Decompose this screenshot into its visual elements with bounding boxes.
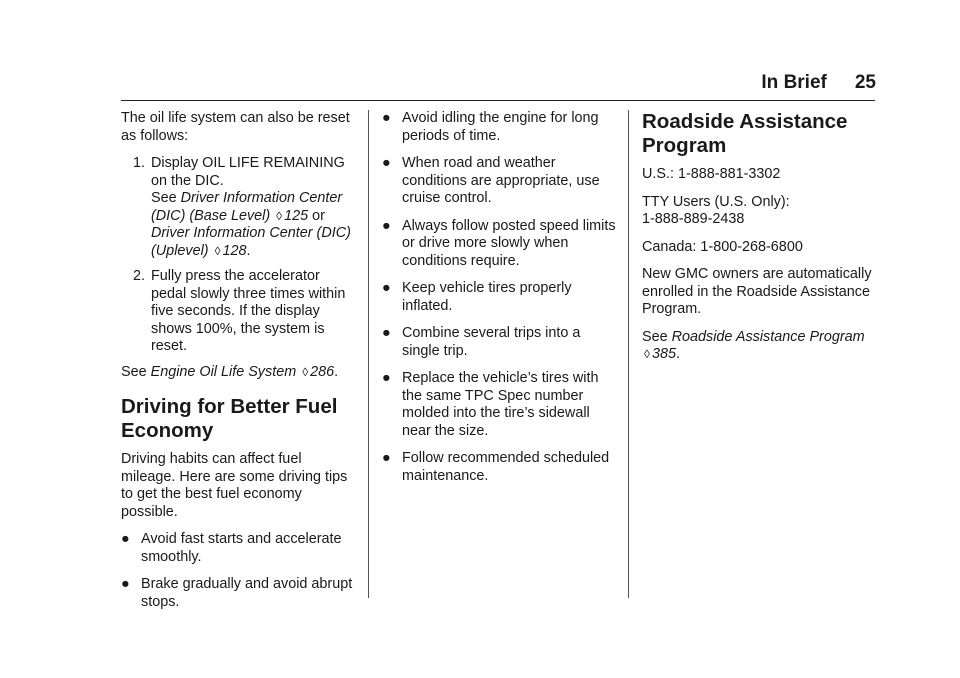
oil-life-intro: The oil life system can also be reset as follows: bbox=[121, 110, 350, 144]
list-item bbox=[382, 218, 617, 271]
period: . bbox=[675, 346, 680, 362]
list-item bbox=[382, 280, 617, 315]
us-phone: U.S.: 1-888-881-3302 bbox=[642, 166, 781, 182]
page-link-286[interactable]: 286 bbox=[310, 363, 335, 380]
roadside-link[interactable]: Roadside Assistance Program bbox=[671, 328, 865, 345]
page-link-385[interactable]: 385 bbox=[651, 346, 676, 362]
bullet-text: Follow recommended scheduled maintenance. bbox=[402, 450, 610, 484]
header-rule bbox=[121, 100, 875, 101]
page-ref-icon: ◊ bbox=[644, 347, 650, 361]
column-divider-2 bbox=[628, 110, 629, 598]
step-2 bbox=[121, 268, 356, 356]
roadside-heading: Roadside Assistance Program bbox=[642, 110, 848, 157]
page-ref-icon: ◊ bbox=[276, 208, 283, 223]
list-item bbox=[382, 110, 617, 145]
bullet-icon: ● bbox=[382, 110, 391, 126]
bullet-icon: ● bbox=[121, 531, 130, 547]
tty-label: TTY Users (U.S. Only): bbox=[642, 193, 790, 210]
page-ref-icon: ◊ bbox=[214, 243, 221, 258]
bullet-icon: ● bbox=[382, 370, 391, 386]
bullet-text: When road and weather conditions are appropriate, use cruise control. bbox=[402, 155, 600, 206]
see-roadside bbox=[642, 329, 877, 364]
step-text bbox=[151, 155, 356, 260]
page-link-125[interactable]: 125 bbox=[284, 207, 309, 224]
bullet-icon: ● bbox=[382, 325, 391, 341]
canada-phone: Canada: 1-800-268-6800 bbox=[642, 238, 803, 255]
list-item bbox=[382, 325, 617, 360]
page-ref-icon: ◊ bbox=[302, 364, 309, 379]
column-1 bbox=[121, 110, 356, 621]
column-divider-1 bbox=[368, 110, 369, 598]
see-oil-life bbox=[121, 364, 356, 382]
bullet-icon: ● bbox=[121, 576, 130, 592]
bullet-text: Keep vehicle tires properly inflated. bbox=[402, 280, 572, 314]
bullet-icon: ● bbox=[382, 280, 391, 296]
bullet-text: Always follow posted speed limits or drive more slowly when conditions require. bbox=[402, 217, 616, 269]
step-number: 2. bbox=[132, 268, 145, 284]
bullet-text: Avoid fast starts and accelerate smoothly. bbox=[141, 531, 342, 565]
period: . bbox=[334, 363, 339, 380]
list-item bbox=[121, 531, 356, 566]
bullet-icon: ● bbox=[382, 217, 391, 234]
dic-uplevel-link[interactable]: Driver Information Center (DIC) (Uplevel) bbox=[151, 225, 351, 259]
see-label: See bbox=[151, 190, 177, 206]
bullet-text: Avoid idling the engine for long periods of time. bbox=[402, 110, 599, 144]
or-text: or bbox=[312, 207, 325, 224]
fuel-economy-heading: Driving for Better Fuel Economy bbox=[121, 395, 338, 442]
column-3 bbox=[642, 110, 877, 374]
step-number: 1. bbox=[132, 155, 145, 171]
step-1 bbox=[121, 155, 356, 260]
bullet-text: Brake gradually and avoid abrupt stops. bbox=[141, 576, 353, 610]
roadside-body: New GMC owners are automatically enrolled in the Roadside Assistance Program. bbox=[642, 266, 872, 317]
list-item bbox=[121, 576, 356, 611]
dic-base-link[interactable]: Driver Information Center (DIC) (Base Level) bbox=[151, 190, 343, 224]
section-title: In Brief bbox=[761, 72, 827, 93]
list-item bbox=[382, 450, 617, 485]
page-link-128[interactable]: 128 bbox=[222, 242, 247, 259]
step-1-text: Display OIL LIFE REMAINING on the DIC. bbox=[151, 155, 345, 189]
page-number: 25 bbox=[854, 72, 876, 93]
step-text: Fully press the accelerator pedal slowly three times within five seconds. If the display shows 100%, the system is reset. bbox=[151, 268, 346, 354]
page-header bbox=[761, 72, 876, 94]
see-label: See bbox=[642, 328, 668, 345]
period: . bbox=[246, 242, 251, 259]
bullet-icon: ● bbox=[382, 450, 391, 466]
bullet-icon: ● bbox=[382, 155, 391, 171]
tty-number: 1-888-889-2438 bbox=[642, 211, 745, 227]
tty-phone bbox=[642, 194, 877, 229]
list-item bbox=[382, 155, 617, 208]
bullet-text: Combine several trips into a single trip. bbox=[402, 325, 581, 359]
list-item bbox=[382, 370, 617, 440]
fuel-economy-body: Driving habits can affect fuel mileage. Here are some driving tips to get the best fuel economy possible. bbox=[121, 451, 348, 520]
column-2 bbox=[382, 110, 617, 495]
engine-oil-life-link[interactable]: Engine Oil Life System bbox=[150, 363, 297, 380]
bullet-text: Replace the vehicle’s tires with the same TPC Spec number molded into the tire’s sidewall near the size. bbox=[402, 370, 599, 439]
see-label: See bbox=[121, 363, 147, 380]
